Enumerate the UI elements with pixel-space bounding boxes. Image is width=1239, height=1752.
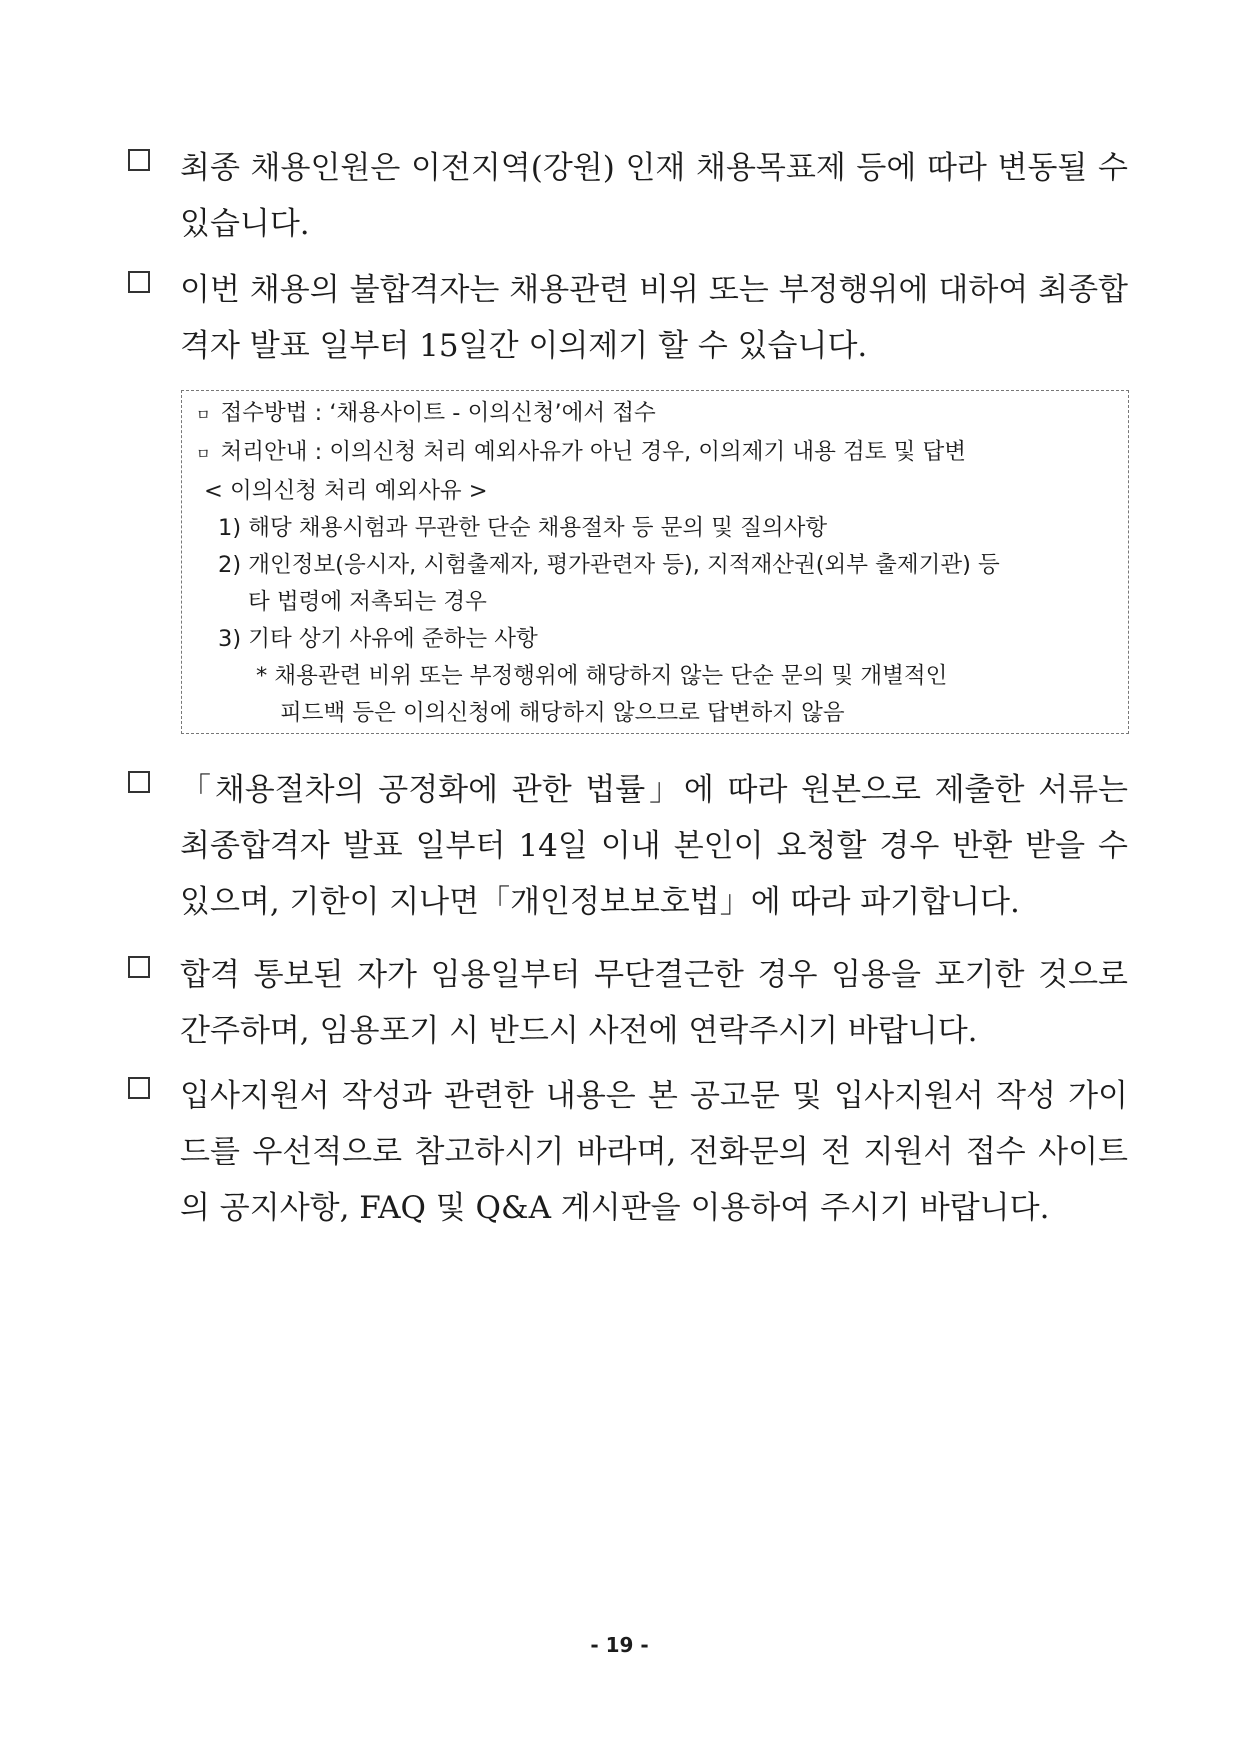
notice-method: ㅁ 접수방법 : ‘채용사이트 - 이의신청’에서 접수 xyxy=(196,400,656,426)
notice-item-document-return xyxy=(128,762,1128,930)
checkbox-square-icon xyxy=(128,271,150,293)
small-square-bullet-icon: ㅁ xyxy=(196,445,211,463)
checkbox-square-icon xyxy=(128,771,150,793)
notice-item-appeal xyxy=(128,262,1128,374)
item-text: 이번 채용의 불합격자는 채용관련 비위 또는 부정행위에 대하여 최종합격자 발표 일부터 15일간 이의제기 할 수 있습니다. xyxy=(180,272,1128,364)
notice-item-application-guide xyxy=(128,1068,1128,1236)
item-text: 입사지원서 작성과 관련한 내용은 본 공고문 및 입사지원서 작성 가이드를 우선적으로 참고하시기 바라며, 전화문의 전 지원서 접수 사이트의 공지사항, FAQ 및 Q&A 게시판을 이용하여 주시기 바랍니다. xyxy=(180,1078,1128,1226)
exception-item-1: 1) 해당 채용시험과 무관한 단순 채용절차 등 문의 및 질의사항 xyxy=(218,515,828,541)
item-text: 최종 채용인원은 이전지역(강원) 인재 채용목표제 등에 따라 변동될 수 있습니다. xyxy=(180,150,1128,242)
notice-item-absence xyxy=(128,947,1128,1059)
exceptions-title: < 이의신청 처리 예외사유 > xyxy=(204,478,488,504)
exception-item-3: 3) 기타 상기 사유에 준하는 사항 xyxy=(218,626,538,652)
item-text: 「채용절차의 공정화에 관한 법률」에 따라 원본으로 제출한 서류는 최종합격자 발표 일부터 14일 이내 본인이 요청할 경우 반환 받을 수 있으며, 기한이 지나면「개인정보보호법」에 따라 파기합니다. xyxy=(180,772,1128,920)
item-text: 합격 통보된 자가 임용일부터 무단결근한 경우 임용을 포기한 것으로 간주하며, 임용포기 시 반드시 사전에 연락주시기 바랍니다. xyxy=(180,957,1128,1049)
exception-item-2: 2) 개인정보(응시자, 시험출제자, 평가관련자 등), 지적재산권(외부 출제기관) 등 xyxy=(218,552,1000,578)
appeal-info-box xyxy=(181,390,1129,734)
exception-note-cont: 피드백 등은 이의신청에 해당하지 않으므로 답변하지 않음 xyxy=(280,700,845,726)
checkbox-square-icon xyxy=(128,956,150,978)
checkbox-square-icon xyxy=(128,149,150,171)
exception-note: * 채용관련 비위 또는 부정행위에 해당하지 않는 단순 문의 및 개별적인 xyxy=(256,663,948,689)
notice-item-final-hiring xyxy=(128,140,1128,252)
small-square-bullet-icon: ㅁ xyxy=(196,406,211,424)
page-number: - 19 - xyxy=(590,1633,649,1657)
notice-guide: ㅁ 처리안내 : 이의신청 처리 예외사유가 아닌 경우, 이의제기 내용 검토 및 답변 xyxy=(196,439,966,465)
checkbox-square-icon xyxy=(128,1077,150,1099)
exception-item-2-cont: 타 법령에 저촉되는 경우 xyxy=(248,589,487,615)
